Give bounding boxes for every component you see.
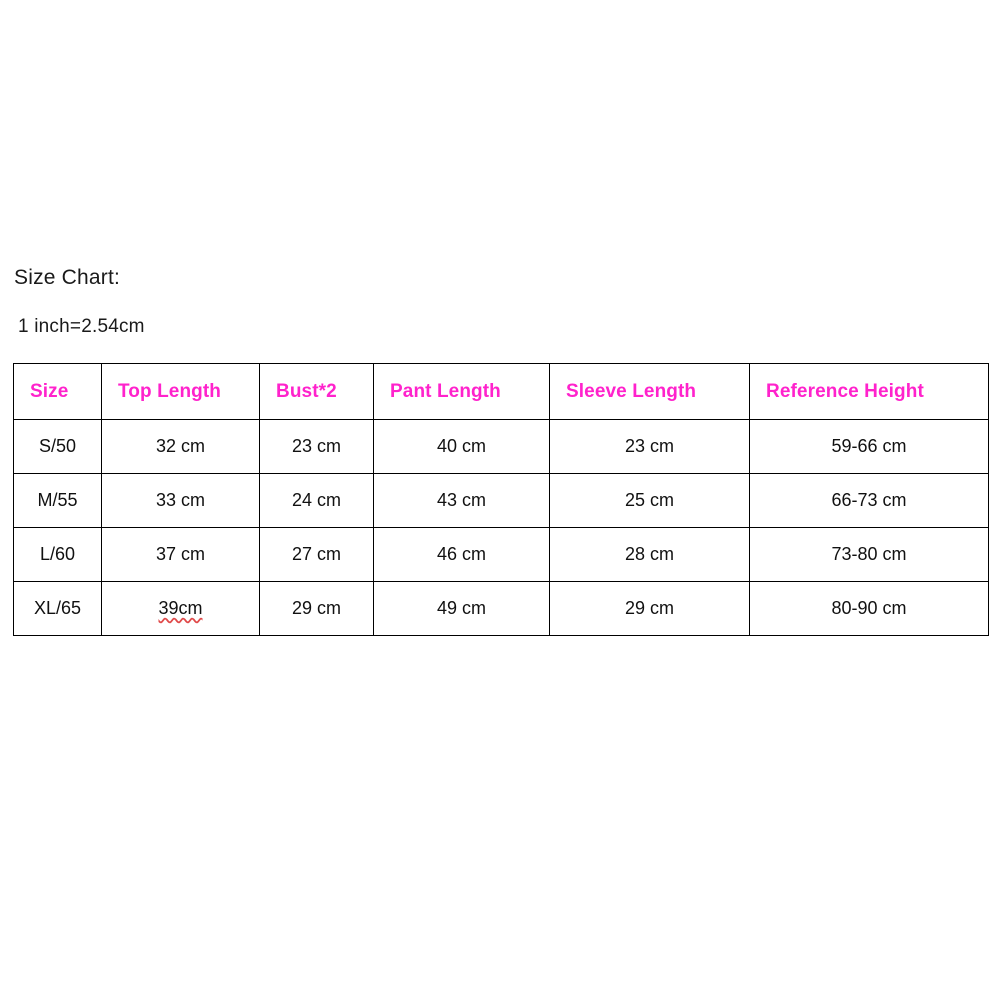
size-chart-table bbox=[13, 363, 989, 636]
table-row bbox=[14, 420, 989, 474]
cell-top-length-text: 39cm bbox=[158, 598, 203, 618]
table-body bbox=[14, 420, 989, 636]
cell-reference-height: 66-73 cm bbox=[750, 474, 989, 528]
cell-size: XL/65 bbox=[14, 582, 102, 636]
cell-top-length: 33 cm bbox=[102, 474, 260, 528]
column-header-top-length: Top Length bbox=[102, 364, 260, 420]
unit-conversion-note: 1 inch=2.54cm bbox=[18, 316, 145, 337]
cell-sleeve-length: 25 cm bbox=[550, 474, 750, 528]
cell-bust: 27 cm bbox=[260, 528, 374, 582]
column-header-size: Size bbox=[14, 364, 102, 420]
table-row bbox=[14, 474, 989, 528]
table-header-row bbox=[14, 364, 989, 420]
table-header bbox=[14, 364, 989, 420]
cell-bust: 24 cm bbox=[260, 474, 374, 528]
cell-reference-height: 59-66 cm bbox=[750, 420, 989, 474]
cell-sleeve-length: 23 cm bbox=[550, 420, 750, 474]
cell-size: S/50 bbox=[14, 420, 102, 474]
column-header-reference-height: Reference Height bbox=[750, 364, 989, 420]
column-header-bust: Bust*2 bbox=[260, 364, 374, 420]
page-title: Size Chart: bbox=[14, 266, 121, 289]
cell-top-length bbox=[102, 582, 260, 636]
size-chart-table-wrapper bbox=[13, 363, 988, 636]
cell-size: L/60 bbox=[14, 528, 102, 582]
cell-reference-height: 73-80 cm bbox=[750, 528, 989, 582]
cell-bust: 23 cm bbox=[260, 420, 374, 474]
table-row bbox=[14, 528, 989, 582]
cell-top-length: 32 cm bbox=[102, 420, 260, 474]
cell-bust: 29 cm bbox=[260, 582, 374, 636]
table-row bbox=[14, 582, 989, 636]
cell-reference-height: 80-90 cm bbox=[750, 582, 989, 636]
cell-pant-length: 46 cm bbox=[374, 528, 550, 582]
cell-pant-length: 49 cm bbox=[374, 582, 550, 636]
cell-pant-length: 43 cm bbox=[374, 474, 550, 528]
cell-top-length: 37 cm bbox=[102, 528, 260, 582]
column-header-sleeve-length: Sleeve Length bbox=[550, 364, 750, 420]
column-header-pant-length: Pant Length bbox=[374, 364, 550, 420]
cell-size: M/55 bbox=[14, 474, 102, 528]
cell-sleeve-length: 28 cm bbox=[550, 528, 750, 582]
cell-sleeve-length: 29 cm bbox=[550, 582, 750, 636]
cell-pant-length: 40 cm bbox=[374, 420, 550, 474]
